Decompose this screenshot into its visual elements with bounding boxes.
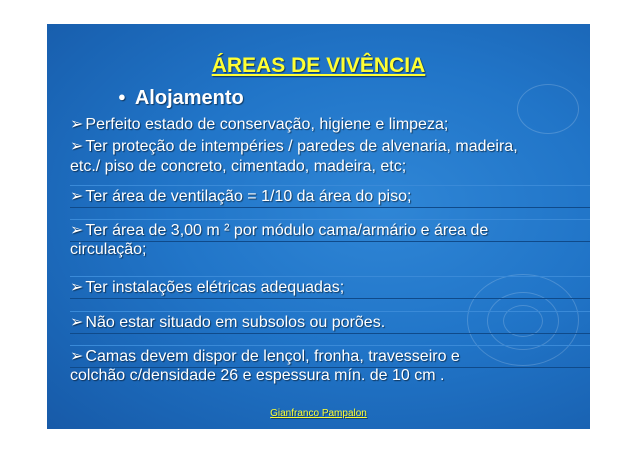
arrow-bullet-icon: ➢ bbox=[70, 314, 84, 331]
slide-title: ÁREAS DE VIVÊNCIA bbox=[211, 54, 426, 77]
arrow-bullet-icon: ➢ bbox=[70, 116, 84, 133]
arrow-bullet-icon: ➢ bbox=[70, 348, 84, 365]
list-item: ➢ Camas devem dispor de lençol, fronha, travesseiro e bbox=[70, 345, 590, 368]
round-bullet-icon: ● bbox=[118, 89, 126, 105]
slide bbox=[47, 24, 590, 429]
list-item: ➢ Ter proteção de intempéries / paredes de alvenaria, madeira, bbox=[70, 138, 518, 155]
arrow-bullet-icon: ➢ bbox=[70, 138, 84, 155]
list-item-continuation: etc./ piso de concreto, cimentado, madeira, etc; bbox=[70, 158, 407, 175]
list-item: ➢ Ter instalações elétricas adequadas; bbox=[70, 276, 590, 299]
list-item: ➢ Ter área de 3,00 m ² por módulo cama/armário e área de bbox=[70, 219, 590, 242]
list-item: ➢ Perfeito estado de conservação, higiene e limpeza; bbox=[70, 116, 449, 133]
footer-author: Gianfranco Pampalon bbox=[270, 408, 367, 419]
list-item: ➢ Ter área de ventilação = 1/10 da área do piso; bbox=[70, 185, 590, 208]
list-item: ➢ Não estar situado em subsolos ou porões. bbox=[70, 311, 590, 334]
arrow-bullet-icon: ➢ bbox=[70, 279, 84, 296]
subtitle-text: Alojamento bbox=[134, 87, 244, 109]
arrow-bullet-icon: ➢ bbox=[70, 222, 84, 239]
slide-subtitle bbox=[118, 87, 244, 110]
arrow-bullet-icon: ➢ bbox=[70, 188, 84, 205]
list-item-continuation: circulação; bbox=[70, 241, 147, 258]
list-item-continuation: colchão c/densidade 26 e espessura mín. de 10 cm . bbox=[70, 367, 445, 384]
